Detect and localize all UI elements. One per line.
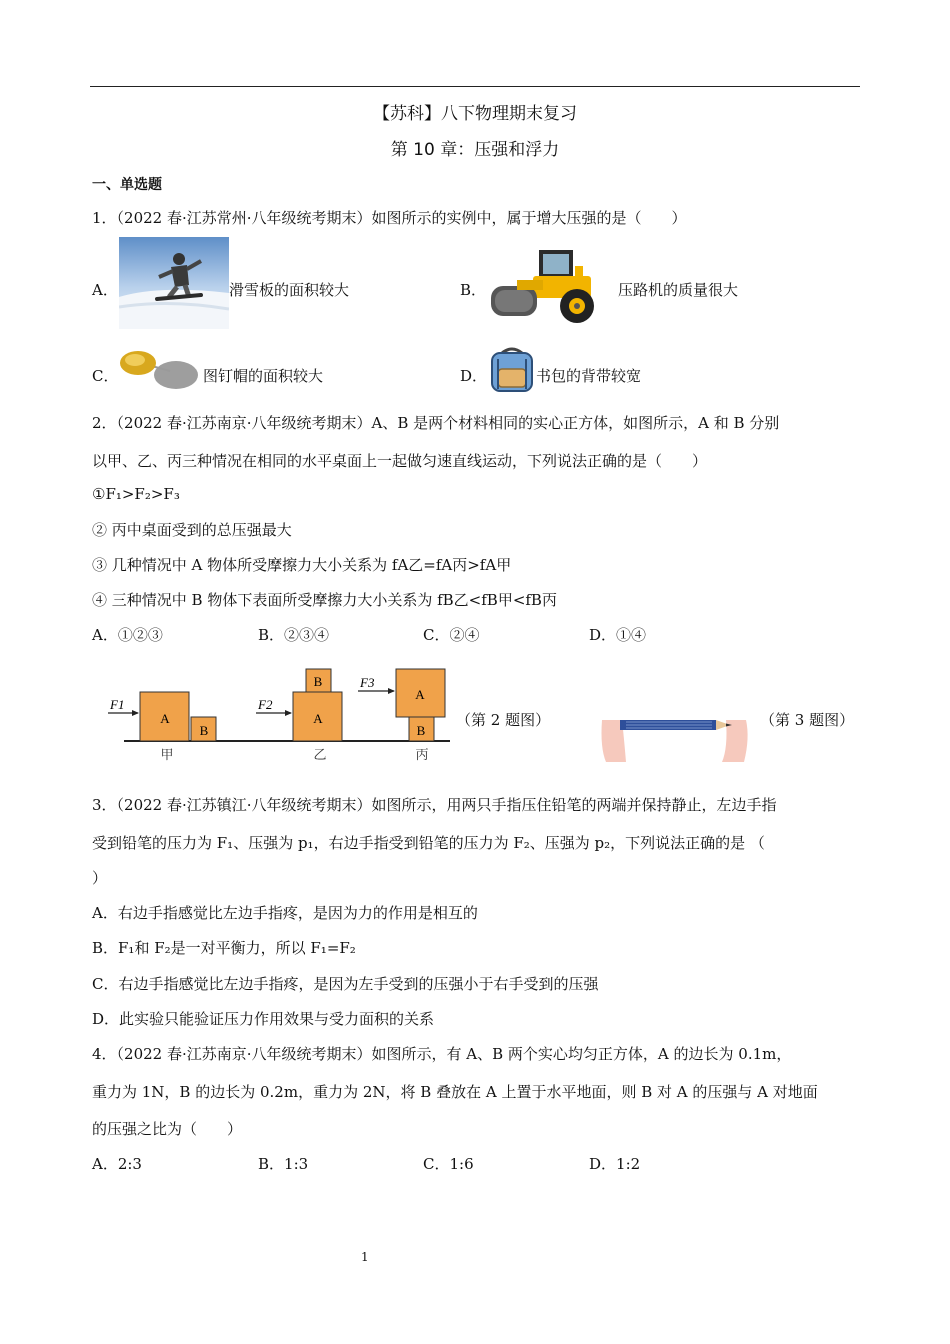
- q1-option-c-label: C．: [92, 367, 119, 385]
- label-b-yi: B: [313, 674, 323, 689]
- q3-stem-line-3: ）: [92, 869, 108, 887]
- q2-option-a: A．①②③: [92, 626, 163, 644]
- q3-option-b: B．F₁和 F₂是一对平衡力，所以 F₁=F₂: [92, 939, 356, 957]
- q1-option-c-text: 图钉帽的面积较大: [203, 367, 324, 385]
- label-b-bing: B: [416, 723, 426, 738]
- q4-stem-line-2: 重力为 1N，B 的边长为 0.2m，重力为 2N，将 B 叠放在 A 上置于水平地面，则 B 对 A 的压强与 A 对地面: [92, 1083, 818, 1101]
- q2-option-b: B．②③④: [258, 626, 330, 644]
- q4-option-d: D．1:2: [589, 1155, 641, 1173]
- road-roller-image: [487, 244, 605, 326]
- q4-option-b: B．1:3: [258, 1155, 309, 1173]
- snowboarder-image: [119, 237, 229, 329]
- thumbtack-image: [118, 345, 200, 391]
- label-jia: 甲: [160, 747, 174, 762]
- label-bing: 丙: [415, 747, 429, 762]
- q1-option-a-label: A．: [92, 281, 118, 299]
- q2-statement-2: ② 丙中桌面受到的总压强最大: [92, 521, 292, 539]
- q2-option-c: C．②④: [423, 626, 480, 644]
- q4-stem-line-3: 的压强之比为（ ）: [92, 1120, 243, 1138]
- figure-3-pencil-image: [596, 708, 756, 764]
- figure-2-diagram: [100, 665, 460, 765]
- q1-option-d-text: 书包的背带较宽: [536, 367, 642, 385]
- label-f2: F2: [258, 697, 273, 712]
- q3-stem-line-2: 受到铅笔的压力为 F₁、压强为 p₁，右边手指受到铅笔的压力为 F₂、压强为 p₂，下列说法正确的是 （: [92, 834, 765, 852]
- q1-option-a-text: 滑雪板的面积较大: [229, 281, 350, 299]
- doc-title: 【苏科】八下物理期末复习: [373, 104, 577, 124]
- label-a-bing: A: [415, 687, 425, 702]
- label-f3: F3: [360, 675, 375, 690]
- q2-stem-line-2: 以甲、乙、丙三种情况在相同的水平桌面上一起做匀速直线运动，下列说法正确的是（ ）: [92, 452, 708, 470]
- q2-statement-4: ④ 三种情况中 B 物体下表面所受摩擦力大小关系为 fB乙<fB甲<fB丙: [92, 591, 557, 609]
- q3-stem-line-1: 3．（2022 春·江苏镇江·八年级统考期末）如图所示，用两只手指压住铅笔的两端并保持静止，左边手指: [92, 796, 777, 814]
- q3-option-d: D．此实验只能验证压力作用效果与受力面积的关系: [92, 1010, 435, 1028]
- label-a-yi: A: [313, 711, 323, 726]
- q4-option-a: A．2:3: [92, 1155, 142, 1173]
- q2-statement-3: ③ 几种情况中 A 物体所受摩擦力大小关系为 fA乙=fA丙>fA甲: [92, 556, 512, 574]
- q2-statement-1: ①F₁>F₂>F₃: [92, 485, 180, 503]
- q1-stem: 1．（2022 春·江苏常州·八年级统考期末）如图所示的实例中，属于增大压强的是（ ）: [92, 209, 687, 227]
- force-arrowhead-f2: [285, 710, 292, 716]
- q3-option-a: A．右边手指感觉比左边手指疼，是因为力的作用是相互的: [92, 904, 478, 922]
- page-number: 1: [361, 1250, 369, 1264]
- q2-option-d: D．①④: [589, 626, 647, 644]
- force-arrowhead-f1: [132, 710, 139, 716]
- label-yi: 乙: [313, 747, 327, 762]
- label-b-jia: B: [199, 723, 209, 738]
- q1-option-b-text: 压路机的质量很大: [618, 281, 739, 299]
- q3-option-c: C．右边手指感觉比左边手指疼，是因为左手受到的压强小于右手受到的压强: [92, 975, 599, 993]
- figure-2-caption: （第 2 题图）: [456, 711, 551, 729]
- figure-3-caption: （第 3 题图）: [760, 711, 855, 729]
- q4-option-c: C．1:6: [423, 1155, 474, 1173]
- q2-stem-line-1: 2．（2022 春·江苏南京·八年级统考期末）A、B 是两个材料相同的实心正方体，如图所示，A 和 B 分别: [92, 414, 780, 432]
- chapter-title: 第 10 章：压强和浮力: [390, 140, 560, 160]
- force-arrowhead-f3: [388, 688, 395, 694]
- header-rule: [90, 86, 860, 87]
- q1-option-d-label: D．: [460, 367, 488, 385]
- label-a-jia: A: [160, 711, 170, 726]
- backpack-image: [486, 345, 538, 393]
- label-f1: F1: [110, 697, 125, 712]
- q4-stem-line-1: 4．（2022 春·江苏南京·八年级统考期末）如图所示，有 A、B 两个实心均匀正方体，A 的边长为 0.1m，: [92, 1045, 792, 1063]
- q1-option-b-label: B．: [460, 281, 487, 299]
- section-heading: 一、单选题: [92, 177, 162, 193]
